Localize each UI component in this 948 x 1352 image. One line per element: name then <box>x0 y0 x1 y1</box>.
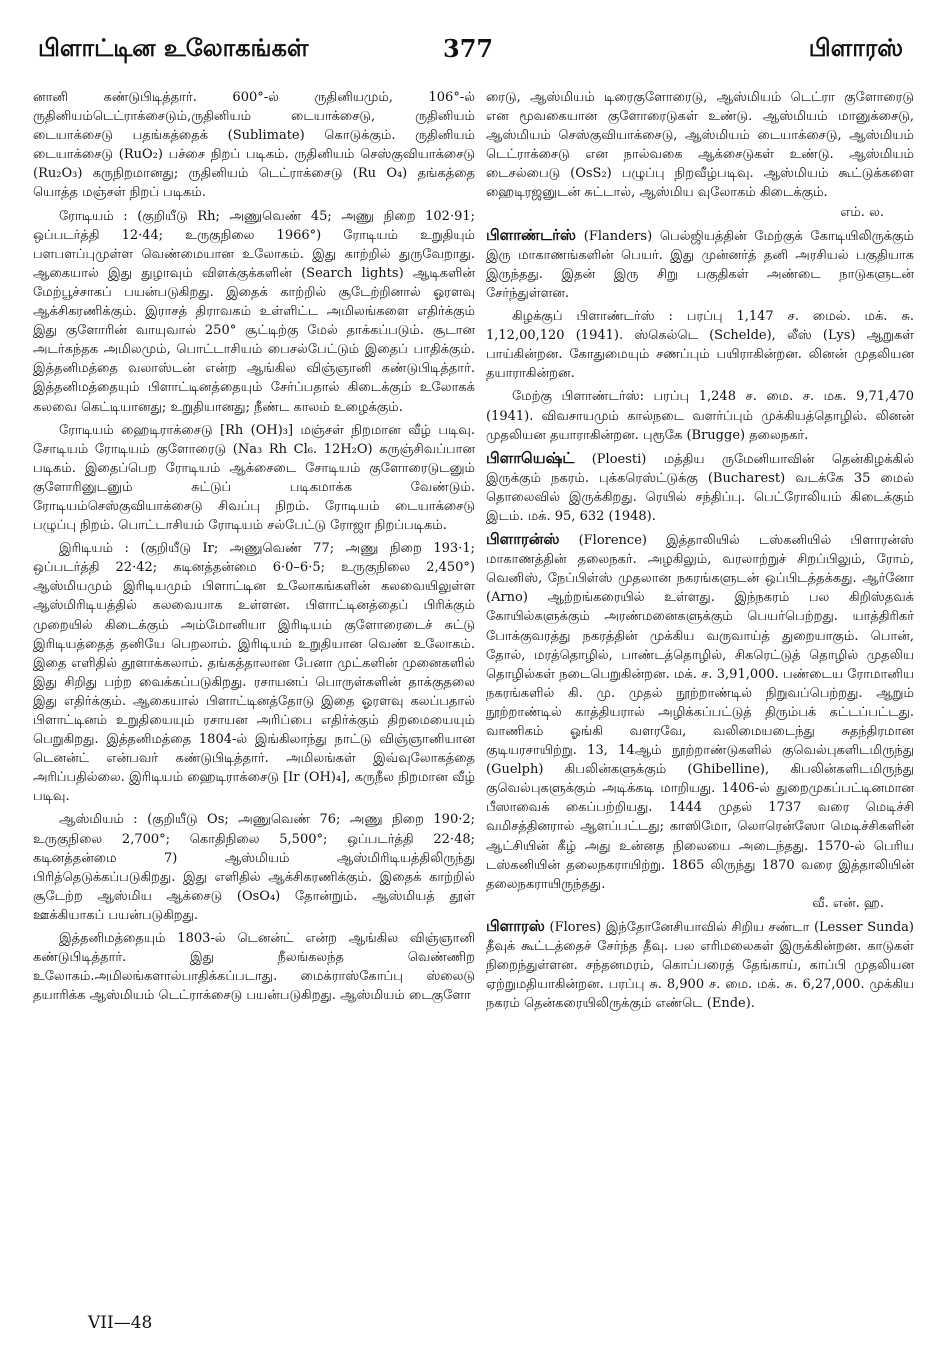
entry-headword: பிளாண்டர்ஸ் <box>486 225 577 244</box>
entry-body: (Flores) இந்தோனேசியாவில் சிறிய சண்டா (Lesser Sunda) தீவுக் கூட்டத்தைச் சேர்ந்த தீவு. பல எரிமலைகள் இருக்கின்றன. காடுகள் நிறைந்துள்ளன. சந்தனமரம், கொப்பரைத் தேங்காய், காப்பி முதலியன ஏற்றுமதியாகின்றன. பரப்பு சு. 8,900 ச. மை. மக். சு. 6,27,000. முக்கிய நகரம் தென்கரையிலிருக்கும் எண்டெ (Ende). <box>486 919 914 1012</box>
left-column <box>33 88 475 1313</box>
entry-flores <box>486 917 914 1013</box>
entry-headword: பிளாரஸ் <box>486 916 545 935</box>
right-column <box>486 88 914 1308</box>
paragraph-rhodium-compounds: ரோடியம் ஹைடிராக்சைடு [Rh (OH)₃] மஞ்சள் நிறமான வீழ் படிவு. சோடியம் ரோடியம் குளோரைடு (Na₃ Rh Cl₆. 12H₂O) கருஞ்சிவப்பான படிகம். இதைப்பெற ரோடியம் ஆக்சைடை சோடியம் குளோரைடுடனும் குளோரினுடனும் சுட்டுப் படிகமாக்க வேண்டும். ரோடியம்செஸ்குவியாக்சைடு சிவப்பு நிறம். ரோடியம் டையாக்சைடு பழுப்பு நிறம். பொட்டாசியம் ரோடியம் சல்பேட்டு ரோஜா நிறப்படிகம். <box>33 422 475 534</box>
osmium-continued-text: ரைடு, ஆஸ்மியம் டிரைகுளோரைடு, ஆஸ்மியம் டெட்ரா குளோரைடு என மூவகையான குளோரைடுகள் உண்டு. ஆஸ்மியம் மானுக்சைடு, ஆஸ்மியம் செஸ்குவியாக்சைடு, ஆஸ்மியம் டையாக்சைடு, ஆஸ்மியம் டெட்ராக்சைடு என நால்வகை ஆக்சைடுகள் உண்டு. ஆஸ்மியம் டைசல்பைடு (OsS₂) பழுப்பு நிறவீழ்படிவு. ஆஸ்மியம் கூட்டுக்களை ஹைடிரஜனுடன் சுட்டால், ஆஸ்மிய வுலோகம் கிடைக்கும். <box>486 90 914 201</box>
paragraph-east-flanders: கிழக்குப் பிளாண்டர்ஸ் : பரப்பு 1,147 ச. மைல். மக். சு. 1,12,00,120 (1941). ஸ்கெல்டெ (Schelde), லீஸ் (Lys) ஆறுகள் பாய்கின்றன. கோதுமையும் சணப்பும் பயிராகின்றன. லினன் முதலியன தயாராகின்றன. <box>486 309 914 382</box>
page-number: 377 <box>443 34 494 63</box>
author-signature: எம். ல. <box>840 204 884 220</box>
entry-florence <box>486 530 914 913</box>
entry-headword: பிளாரன்ஸ் <box>486 530 560 549</box>
entry-flanders <box>486 226 914 303</box>
volume-signature: VII—48 <box>88 1313 153 1333</box>
entry-body: (Florence) இத்தாலியில் டஸ்கனியில் பிளாரன்ஸ் மாகாணத்தின் தலைநகர். அழகிலும், வரலாற்றுச் சிறப்பிலும், ரோம், வெனிஸ், நேப்பிள்ஸ் முதலான நகரங்களுடன் ஒப்பிடத்தக்கது. ஆர்னோ (Arno) ஆற்றங்கரையில் உள்ளது. இந்நகரம் பல கிறிஸ்தவக் கோயில்களுக்கும் அரண்மனைகளுக்கும் பெயர்பெற்றது. யாத்திரிகர் போக்குவரத்து நகரத்தின் முக்கிய வருவாய்த் துறையாகும். பொன், தோல், மரத்தொழில், பாண்டத்தொழில், சிகரெட்டுத் தொழில் முதலிய தொழில்கள் நடைபெறுகின்றன. மக். ச. 3,91,000. பண்டைய ரோமானிய நகரங்களில் கி. மு. முதல் நூற்றாண்டில் நிறுவப்பெற்றது. ஆறும் நூற்றாண்டில் காத்தியரால் அழிக்கப்பட்டுத் திரும்பக் கட்டப்பட்டது. வாணிகம் ஓங்கி வளரவே, வலிமையடைந்து சுதந்திரமான குடியரசாயிற்று. 13, 14ஆம் நூற்றாண்டுகளில் குவெல்புகளிடமிருந்து (Guelph) கிபலின்களுக்கும் (Ghibelline), கிபலின்களிடமிருந்து குவெல்புகளுக்கும் அடிக்கடி மாறியது. 1406-ல் துறைமுகப்பட்டினமான பீஸாவைக் கைப்பற்றியது. 1444 முதல் 1737 வரை மெடிச்சி வமிசத்தினரால் ஆளப்பட்டது; காஸிமோ, லொரென்ஸோ மெடிச்சிகளின் ஆட்சியின் கீழ் அது உன்னத நிலையை அடைந்தது. 1570-ல் பெரிய டஸ்கனியின் தலைநகராயிற்று. 1865 லிருந்து 1870 வரை இத்தாலியின் தலைநகராயிருந்தது. <box>486 533 914 892</box>
running-head-left: பிளாட்டின உலோகங்கள் <box>38 34 309 62</box>
entry-headword: பிளாயெஷ்ட் <box>486 448 575 467</box>
paragraph-iridium: இரிடியம் : (குறியீடு Ir; அணுவெண் 77; அணு நிறை 193·1; ஒப்படர்த்தி 22·42; கடினத்தன்மை 6·0–6·5; உருகுநிலை 2,450°) ஆஸ்மியமும் இரிடியமும் பிளாட்டின உலோகங்களின் கலவையிலுள்ள ஆஸ்மிரிடியத்தில் கலவையாக உள்ளன. பிளாட்டினத்தைப் பிரிக்கும் முறையில் கிடைக்கும் அம்மோனியா இரிடியம் குளோரைடைச் சுட்டு இரிடியத்தைத் தனியே பெறலாம். இரிடியம் உறுதியான வெண் உலோகம். இதை எளிதில் தூளாக்கலாம். தங்கத்தாலான பேனா முட்களின் முனைகளில் இது சிறிது பற்ற வைக்கப்படுகிறது. ரசாயனப் பொருள்களின் தாக்குதலை இது எதிர்க்கும். ஆகையால் பிளாட்டினத்தோடு இதை ஓரளவு கலப்பதால் பிளாட்டினம் உறுதியையும் ரசாயன அரிப்பை எதிர்க்கும் திறமையையும் பெறுகிறது. இத்தனிமத்தை 1804-ல் இங்கிலாந்து நாட்டு விஞ்ஞானியான டெனன்ட் என்பவர் கண்டுபிடித்தார். அமிலங்கள் இவ்வுலோகத்தை அரிப்பதில்லை. இரிடியம் ஹைடிராக்சைடு [Ir (OH)₄], கருநீல நிறமான வீழ் படிவு. <box>33 541 475 805</box>
running-head-right: பிளாரஸ் <box>808 34 903 62</box>
paragraph-osmium-discovery: இத்தனிமத்தையும் 1803-ல் டெனன்ட் என்ற ஆங்கில விஞ்ஞானி கண்டுபிடித்தார். இது நீலங்கலந்த வெண்ணிற உலோகம்.அமிலங்களால்பாதிக்கப்படாது. மைக்ராஸ்கோப்பு ஸ்லைடு தயாரிக்க ஆஸ்மியம் டெட்ராக்சைடு பயன்படுகிறது. ஆஸ்மியம் டைகுளோ <box>33 931 475 1004</box>
entry-ploesti <box>486 449 914 526</box>
paragraph-osmium-continued <box>486 88 914 222</box>
entry-body: (Ploesti) மத்திய ருமேனியாவின் தென்கிழக்கில் இருக்கும் நகரம். புக்கரெஸ்ட்டுக்கு (Bucharest) வடக்கே 35 மைல் தொலைவில் இருக்கிறது. ரெயில் சந்திப்பு. பெட்ரோலியம் கிடைக்கும் இடம். மக். 95, 632 (1948). <box>486 451 914 524</box>
author-signature: வீ. என். ஹ. <box>812 895 884 911</box>
entry-body: (Flanders) பெல்ஜியத்தின் மேற்குக் கோடியிலிருக்கும் இரு மாகாணங்களின் பெயர். இது முன்னர்த் தனி அரசியல் பகுதியாக இருந்தது. இதன் இரு சிறு பகுதிகள் அண்டை நாடுகளுடன் சேர்ந்துள்ளன. <box>486 228 914 301</box>
paragraph-osmium: ஆஸ்மியம் : (குறியீடு Os; அணுவெண் 76; அணு நிறை 190·2; உருகுநிலை 2,700°; கொதிநிலை 5,500°; ஒப்படர்த்தி 22·48; கடினத்தன்மை 7) ஆஸ்மியம் ஆஸ்மிரிடியத்திலிருந்து பிரித்தெடுக்கப்படுகிறது. இது எளிதில் ஆக்சிகரணிக்கும். இதைக் காற்றில் சூடேற்ற ஆஸ்மிய ஆக்சைடு (OsO₄) தோன்றும். ஆஸ்மியத் தூள் ஊக்கியாகப் பயன்படுகிறது. <box>33 812 475 923</box>
paragraph-ruthenium-end: னானி கண்டுபிடித்தார். 600°-ல் ருதினியமும், 106°-ல் ருதினியம்டெட்ராக்சைடும்,ருதினியம் டையாக்சைடு, ருதினியம் டையாக்சைடு பதங்கத்தைக் (Sublimate) கொடுக்கும். ருதினியம் டையாக்சைடு (RuO₂) பச்சை நிறப் படிகம். ருதினியம் செஸ்குவியாக்சைடு (Ru₂O₃) கருநிறமானது; ருதினியம் டெட்ராக்சைடு (Ru O₄) தங்கத்தை யொத்த மஞ்சள் நிறப் படிகம். <box>33 90 475 201</box>
paragraph-west-flanders: மேற்கு பிளாண்டர்ஸ்: பரப்பு 1,248 ச. மை. ச. மக. 9,71,470 (1941). விவசாயமும் கால்நடை வளர்ப்பும் முக்கியத்தொழில். லினன் முதலியன தயாராகின்றன. புரூகே (Brugge) தலைநகர். <box>486 389 914 443</box>
paragraph-rhodium: ரோடியம் : (குறியீடு Rh; அணுவெண் 45; அணு நிறை 102·91; ஒப்படர்த்தி 12·44; உருகுநிலை 1966°) ரோடியம் உறுதியும் பளபளப்புமுள்ள வெண்மையான உலோகம். இது காற்றில் துருவேறாது. ஆகையால் இது துழாவும் விளக்குக்களின் (Search lights) ஆடிகளின் மேற்பூச்சாகப் பயன்படுகிறது. இதைக் காற்றில் சூடேற்றினால் ஓரளவு ஆக்சிகரணிக்கும். இராசத் திராவகம் உள்ளிட்ட அமிலங்களை எதிர்க்கும் இது குளோரின் வாயுவால் 250° சூட்டிற்கு மேல் தாக்கப்படும். சூடான அடர்கந்தக அமிலமும், பொட்டாசியம் பைசல்பேட்டும் இதைப் பாதிக்கும். இத்தனிமத்தை வலாஸ்டன் என்ற ஆங்கில விஞ்ஞானி கண்டுபிடித்தார். இத்தனிமத்தையும் பிளாட்டினத்தையும் சேர்ப்பதால் கிடைக்கும் உலோகக் கலவை கெட்டியானது; உறுதியானது; நீண்ட காலம் உழைக்கும். <box>33 208 475 415</box>
